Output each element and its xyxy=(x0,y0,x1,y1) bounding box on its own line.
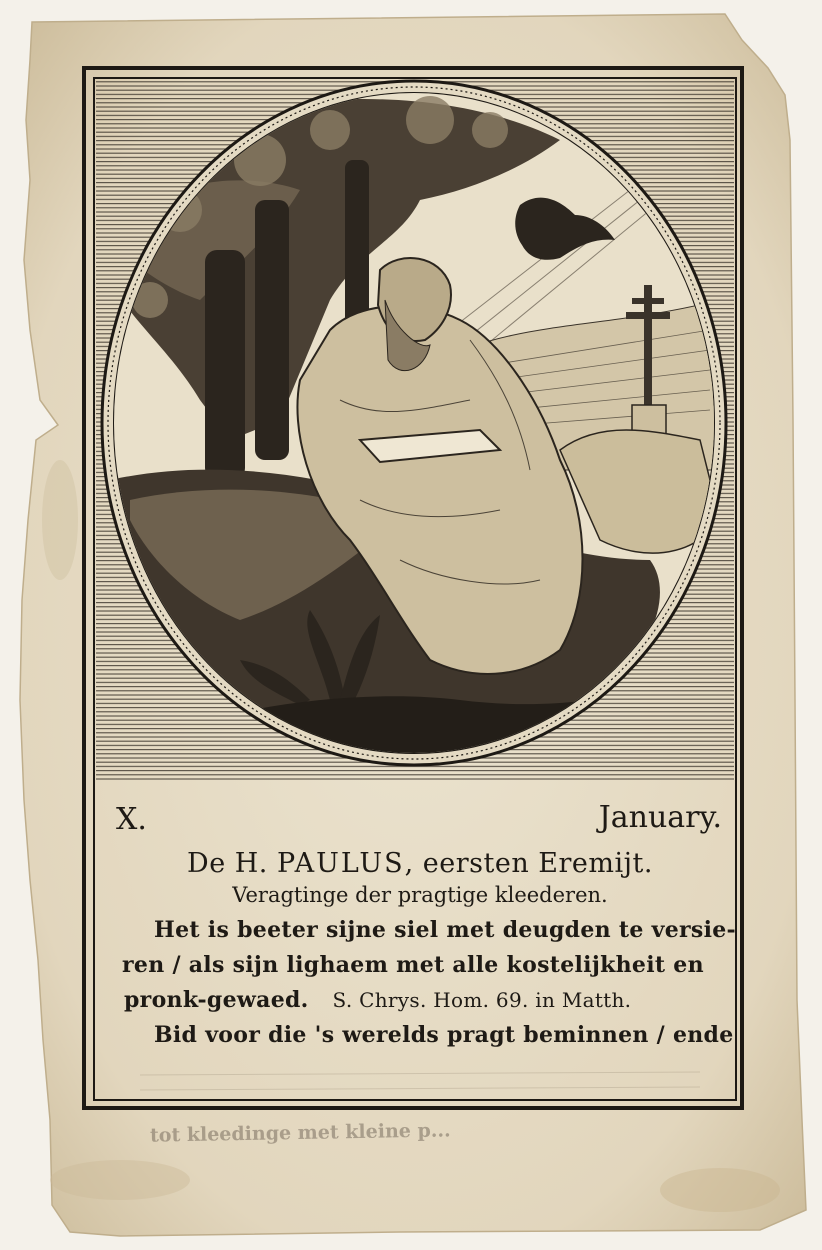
bleed-through-text: tot kleedinge met kleine p... xyxy=(149,1119,451,1147)
month-label: January. xyxy=(598,800,722,835)
virtue-subtitle: Veragtinge der pragtige kleederen. xyxy=(232,883,608,907)
title-prefix: De H. xyxy=(187,848,277,879)
caption-block xyxy=(110,800,736,1053)
saint-name: PAULUS xyxy=(276,848,405,879)
date-header xyxy=(110,800,730,848)
body-line-3-text: pronk-gewaed. xyxy=(124,987,309,1013)
title-suffix: , eersten Eremijt. xyxy=(404,848,653,879)
scripture-citation: S. Chrys. Hom. 69. in Matth. xyxy=(332,988,632,1012)
saint-title xyxy=(110,848,730,879)
body-line-4: Bid voor die 's werelds pragt beminnen / ende xyxy=(154,1022,734,1048)
body-line-3 xyxy=(110,983,730,1018)
day-number: X. xyxy=(116,802,147,837)
body-line-2: ren / als sijn lighaem met alle kostelijkheit en xyxy=(122,952,704,978)
body-line-1: Het is beeter sijne siel met deugden te versie- xyxy=(154,917,736,943)
